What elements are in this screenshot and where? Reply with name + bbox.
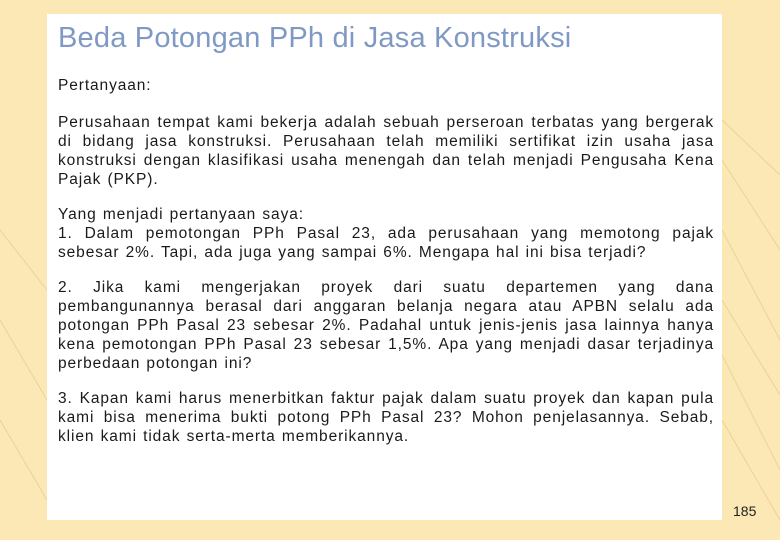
paragraph-question-2: 2. Jika kami mengerjakan proyek dari suatu departemen yang dana pembangunannya berasal dari anggaran belanja negara atau APBN selalu ada potongan PPh Pasal 23 sebesar 2%. Padahal untuk jenis-jenis jasa lainnya hanya kena pemotongan PPh Pasal 23 sebesar 1,5%. Apa yang menjadi dasar terjadinya perbedaan potongan ini? [58, 279, 714, 372]
question-1-text: 1. Dalam pemotongan PPh Pasal 23, ada perusahaan yang memotong pajak sebesar 2%. Tapi, ada juga yang sampai 6%. Mengapa hal ini bisa terjadi? [58, 225, 714, 261]
slide-title: Beda Potongan PPh di Jasa Konstruksi [58, 22, 572, 54]
page-number: 185 [733, 503, 757, 519]
question-label: Pertanyaan: [58, 77, 152, 94]
paragraph-company-background: Perusahaan tempat kami bekerja adalah sebuah perseroan terbatas yang bergerak di bidang jasa konstruksi. Perusahaan telah memiliki sertifikat izin usaha jasa konstruksi dengan klasifikasi usaha menengah dan telah menjadi Pengusaha Kena Pajak (PKP). [58, 114, 714, 188]
paragraph-question-1 [58, 205, 714, 262]
questions-intro: Yang menjadi pertanyaan saya: [58, 206, 304, 223]
content-panel [47, 14, 722, 520]
paragraph-question-3: 3. Kapan kami harus menerbitkan faktur pajak dalam suatu proyek dan kapan pula kami bisa menerima bukti potong PPh Pasal 23? Mohon penjelasannya. Sebab, klien kami tidak serta-merta memberikannya. [58, 390, 714, 445]
